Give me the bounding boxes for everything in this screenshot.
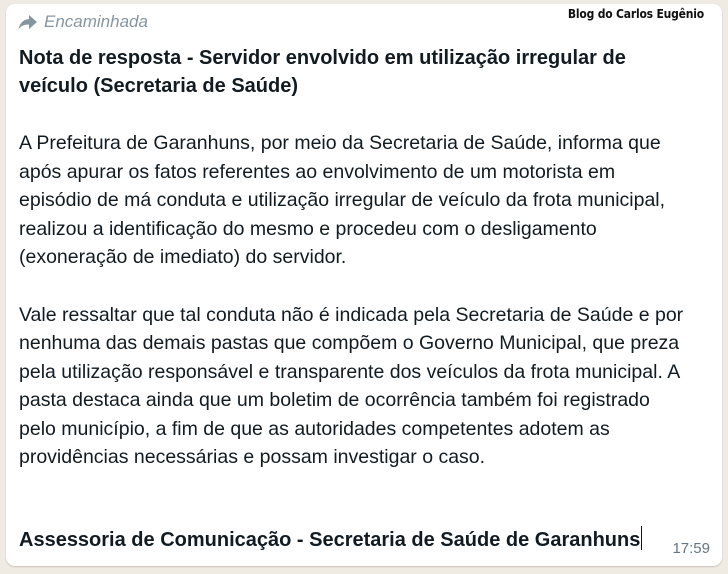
signature-text: Assessoria de Comunicação - Secretaria de Saúde de Garanhuns bbox=[19, 529, 641, 551]
forwarded-label: Encaminhada bbox=[44, 12, 148, 31]
message-signature bbox=[19, 526, 642, 552]
message-paragraph: Vale ressaltar que tal conduta não é indicada pela Secretaria de Saúde e por nenhuma das demais pastas que compõem o Governo Municipal, que preza pela utilização responsável e transparente dos veículos da frota municipal. A pasta destaca ainda que um boletim de ocorrência também foi registrado pelo município, a fim de que as autoridades competentes adotem as providências necessárias e possam investigar o caso. bbox=[19, 303, 684, 468]
text-cursor bbox=[641, 526, 642, 550]
blog-watermark: Blog do Carlos Eugênio bbox=[567, 7, 704, 21]
message-text bbox=[19, 44, 689, 472]
message-paragraph: A Prefeitura de Garanhuns, por meio da Secretaria de Saúde, informa que após apurar os fatos referentes ao envolvimento de um motorista em episódio de má conduta e utilização irregular de veículo da frota municipal, realizou a identificação do mesmo e procedeu com o desligamento (exoneração de imediato) do servidor. bbox=[19, 132, 666, 268]
message-timestamp: 17:59 bbox=[672, 540, 710, 557]
forwarded-indicator bbox=[18, 12, 148, 32]
message-title: Nota de resposta - Servidor envolvido em utilização irregular de veículo (Secretaria de Saúde) bbox=[19, 47, 626, 97]
message-bubble[interactable] bbox=[6, 4, 722, 566]
forward-arrow-icon bbox=[18, 14, 38, 30]
